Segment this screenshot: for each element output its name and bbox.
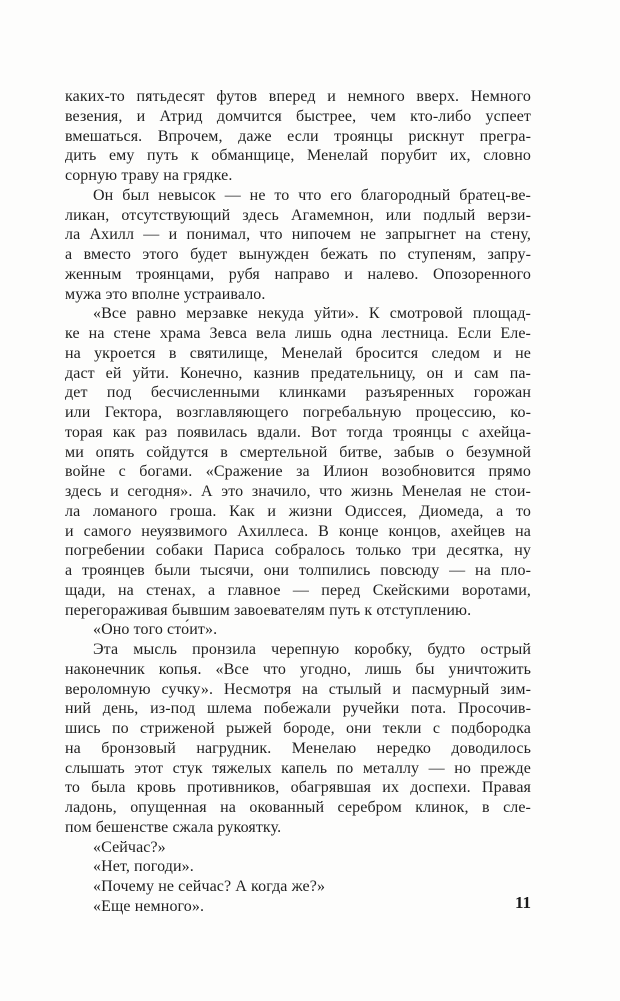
text-line [65, 680, 531, 700]
text-segment: дить ему путь к обманщице, Менелай порубит их, словно [65, 147, 531, 165]
text-segment: пом бешенстве сжала рукоятку. [65, 818, 282, 836]
text-line [65, 818, 531, 838]
text-line [65, 423, 531, 443]
text-line [65, 699, 531, 719]
text-segment: Он был невысок — не то что его благородный братец-ве- [93, 186, 531, 204]
text-line [65, 739, 531, 759]
text-segment: ке на стене храма Зевса вела лишь одна лестница. Если Еле- [65, 325, 531, 342]
text-line [65, 87, 531, 107]
text-segment: а вместо этого будет вынужден бежать по ступеням, запру- [65, 246, 531, 263]
text-segment: «Сейчас?» [93, 838, 166, 856]
text-line [65, 620, 531, 640]
text-line [65, 561, 531, 581]
text-segment: «Оно того сто́ит». [93, 621, 218, 639]
text-segment: вмешаться. Впрочем, даже если троянцы рискнут прегра- [65, 127, 531, 145]
text-segment: торая как раз появилась вдали. Вот тогда троянцы с ахейца- [65, 423, 531, 441]
italic-text-segment: о [123, 522, 132, 540]
text-segment: женным троянцами, рубя направо и налево. Опозоренного [65, 265, 531, 283]
text-segment: «Нет, погоди». [93, 858, 194, 876]
text-segment: «Все равно мерзавке некуда уйти». К смотровой площад- [93, 305, 531, 323]
text-line [65, 759, 531, 779]
page-number: 11 [514, 893, 531, 912]
text-line [65, 541, 531, 561]
text-line [65, 502, 531, 522]
text-segment: дет под бесчисленными клинками разъяренных горожан [65, 384, 531, 402]
text-line [65, 304, 531, 324]
text-line [65, 146, 531, 166]
text-line [65, 166, 531, 186]
text-segment: Эта мысль пронзила черепную коробку, будто острый [93, 641, 531, 658]
text-line [65, 383, 531, 403]
text-line [65, 344, 531, 364]
text-segment: на укроется в святилище, Менелай бросится следом и не [65, 344, 531, 362]
text-line [65, 443, 531, 463]
text-line [65, 482, 531, 502]
text-line [65, 719, 531, 739]
text-line [65, 778, 531, 798]
text-segment: перегораживая бывшим завоевателям путь к отступлению. [65, 601, 472, 619]
text-line [65, 838, 531, 858]
text-segment: на бронзовый нагрудник. Менелаю нередко доводилось [65, 739, 531, 757]
text-line [65, 403, 531, 423]
text-line [65, 897, 531, 917]
text-segment: ладонь, опущенная на окованный серебром клинок, в сле- [65, 799, 531, 816]
text-line [65, 857, 531, 877]
text-segment: а троянцев были тысячи, они толпились повсюду — на пло- [65, 562, 531, 579]
text-segment: и самог [65, 522, 124, 540]
text-segment: шись по стриженой рыжей бороде, они текли с подбородка [65, 720, 531, 737]
text-segment: «Еще немного». [93, 897, 205, 915]
text-line [65, 225, 531, 245]
text-segment: ликан, отсутствующий здесь Агамемнон, или подлый верзи- [65, 206, 531, 224]
text-segment: неуязвимого Ахиллеса. В конце концов, ахейцев на [131, 522, 531, 540]
text-segment: щади, на стенах, а главное — перед Скейскими воротами, [65, 581, 531, 599]
text-line [65, 581, 531, 601]
text-segment: ла Ахилл — и понимал, что нипочем не запрыгнет на стену, [65, 226, 531, 244]
text-segment: наконечник копья. «Все что угодно, лишь бы уничтожить [65, 660, 531, 678]
text-line [65, 324, 531, 344]
text-line [65, 127, 531, 147]
text-segment: «Почему не сейчас? А когда же?» [93, 878, 326, 895]
text-segment: погребении собаки Париса собралось только три десятка, ну [65, 542, 531, 560]
text-line [65, 186, 531, 206]
text-segment: то была кровь противников, обагрявшая их доспехи. Правая [65, 779, 531, 797]
text-segment: слышать этот стук тяжелых капель по металлу — но прежде [65, 759, 531, 777]
text-line [65, 285, 531, 305]
text-segment: везения, и Атрид домчится быстрее, чем кто-либо успеет [65, 107, 531, 125]
text-segment: сорную траву на грядке. [65, 167, 233, 184]
text-line [65, 265, 531, 285]
text-line [65, 660, 531, 680]
text-line [65, 601, 531, 621]
text-segment: или Гектора, возглавляющего погребальную процессию, ко- [65, 404, 531, 421]
text-line [65, 364, 531, 384]
text-segment: здесь и сегодня». А это значило, что жизнь Менелая не стои- [65, 483, 531, 500]
text-segment: мужа это вполне устраивало. [65, 285, 266, 303]
text-segment: войне с богами. «Сражение за Илион возобновится прямо [65, 463, 531, 481]
text-line [65, 877, 531, 897]
text-line [65, 522, 531, 542]
text-segment: ла ломаного гроша. Как и жизни Одиссея, Диомеда, а то [65, 502, 531, 520]
text-segment: ми опять сойдутся в смертельной битве, забыв о безумной [65, 443, 531, 461]
text-line [65, 107, 531, 127]
text-segment: даст ей уйти. Конечно, казнив предательницу, он и сам па- [65, 364, 531, 382]
text-line [65, 640, 531, 660]
text-line [65, 462, 531, 482]
text-segment: ний день, из-под шлема побежали ручейки пота. Просочив- [65, 700, 531, 718]
text-segment: каких-то пятьдесят футов вперед и немного вверх. Немного [65, 88, 531, 105]
text-line [65, 245, 531, 265]
text-line [65, 798, 531, 818]
text-line [65, 206, 531, 226]
page-text [65, 87, 531, 917]
text-segment: вероломную сучку». Несмотря на стылый и пасмурный зим- [65, 680, 531, 698]
